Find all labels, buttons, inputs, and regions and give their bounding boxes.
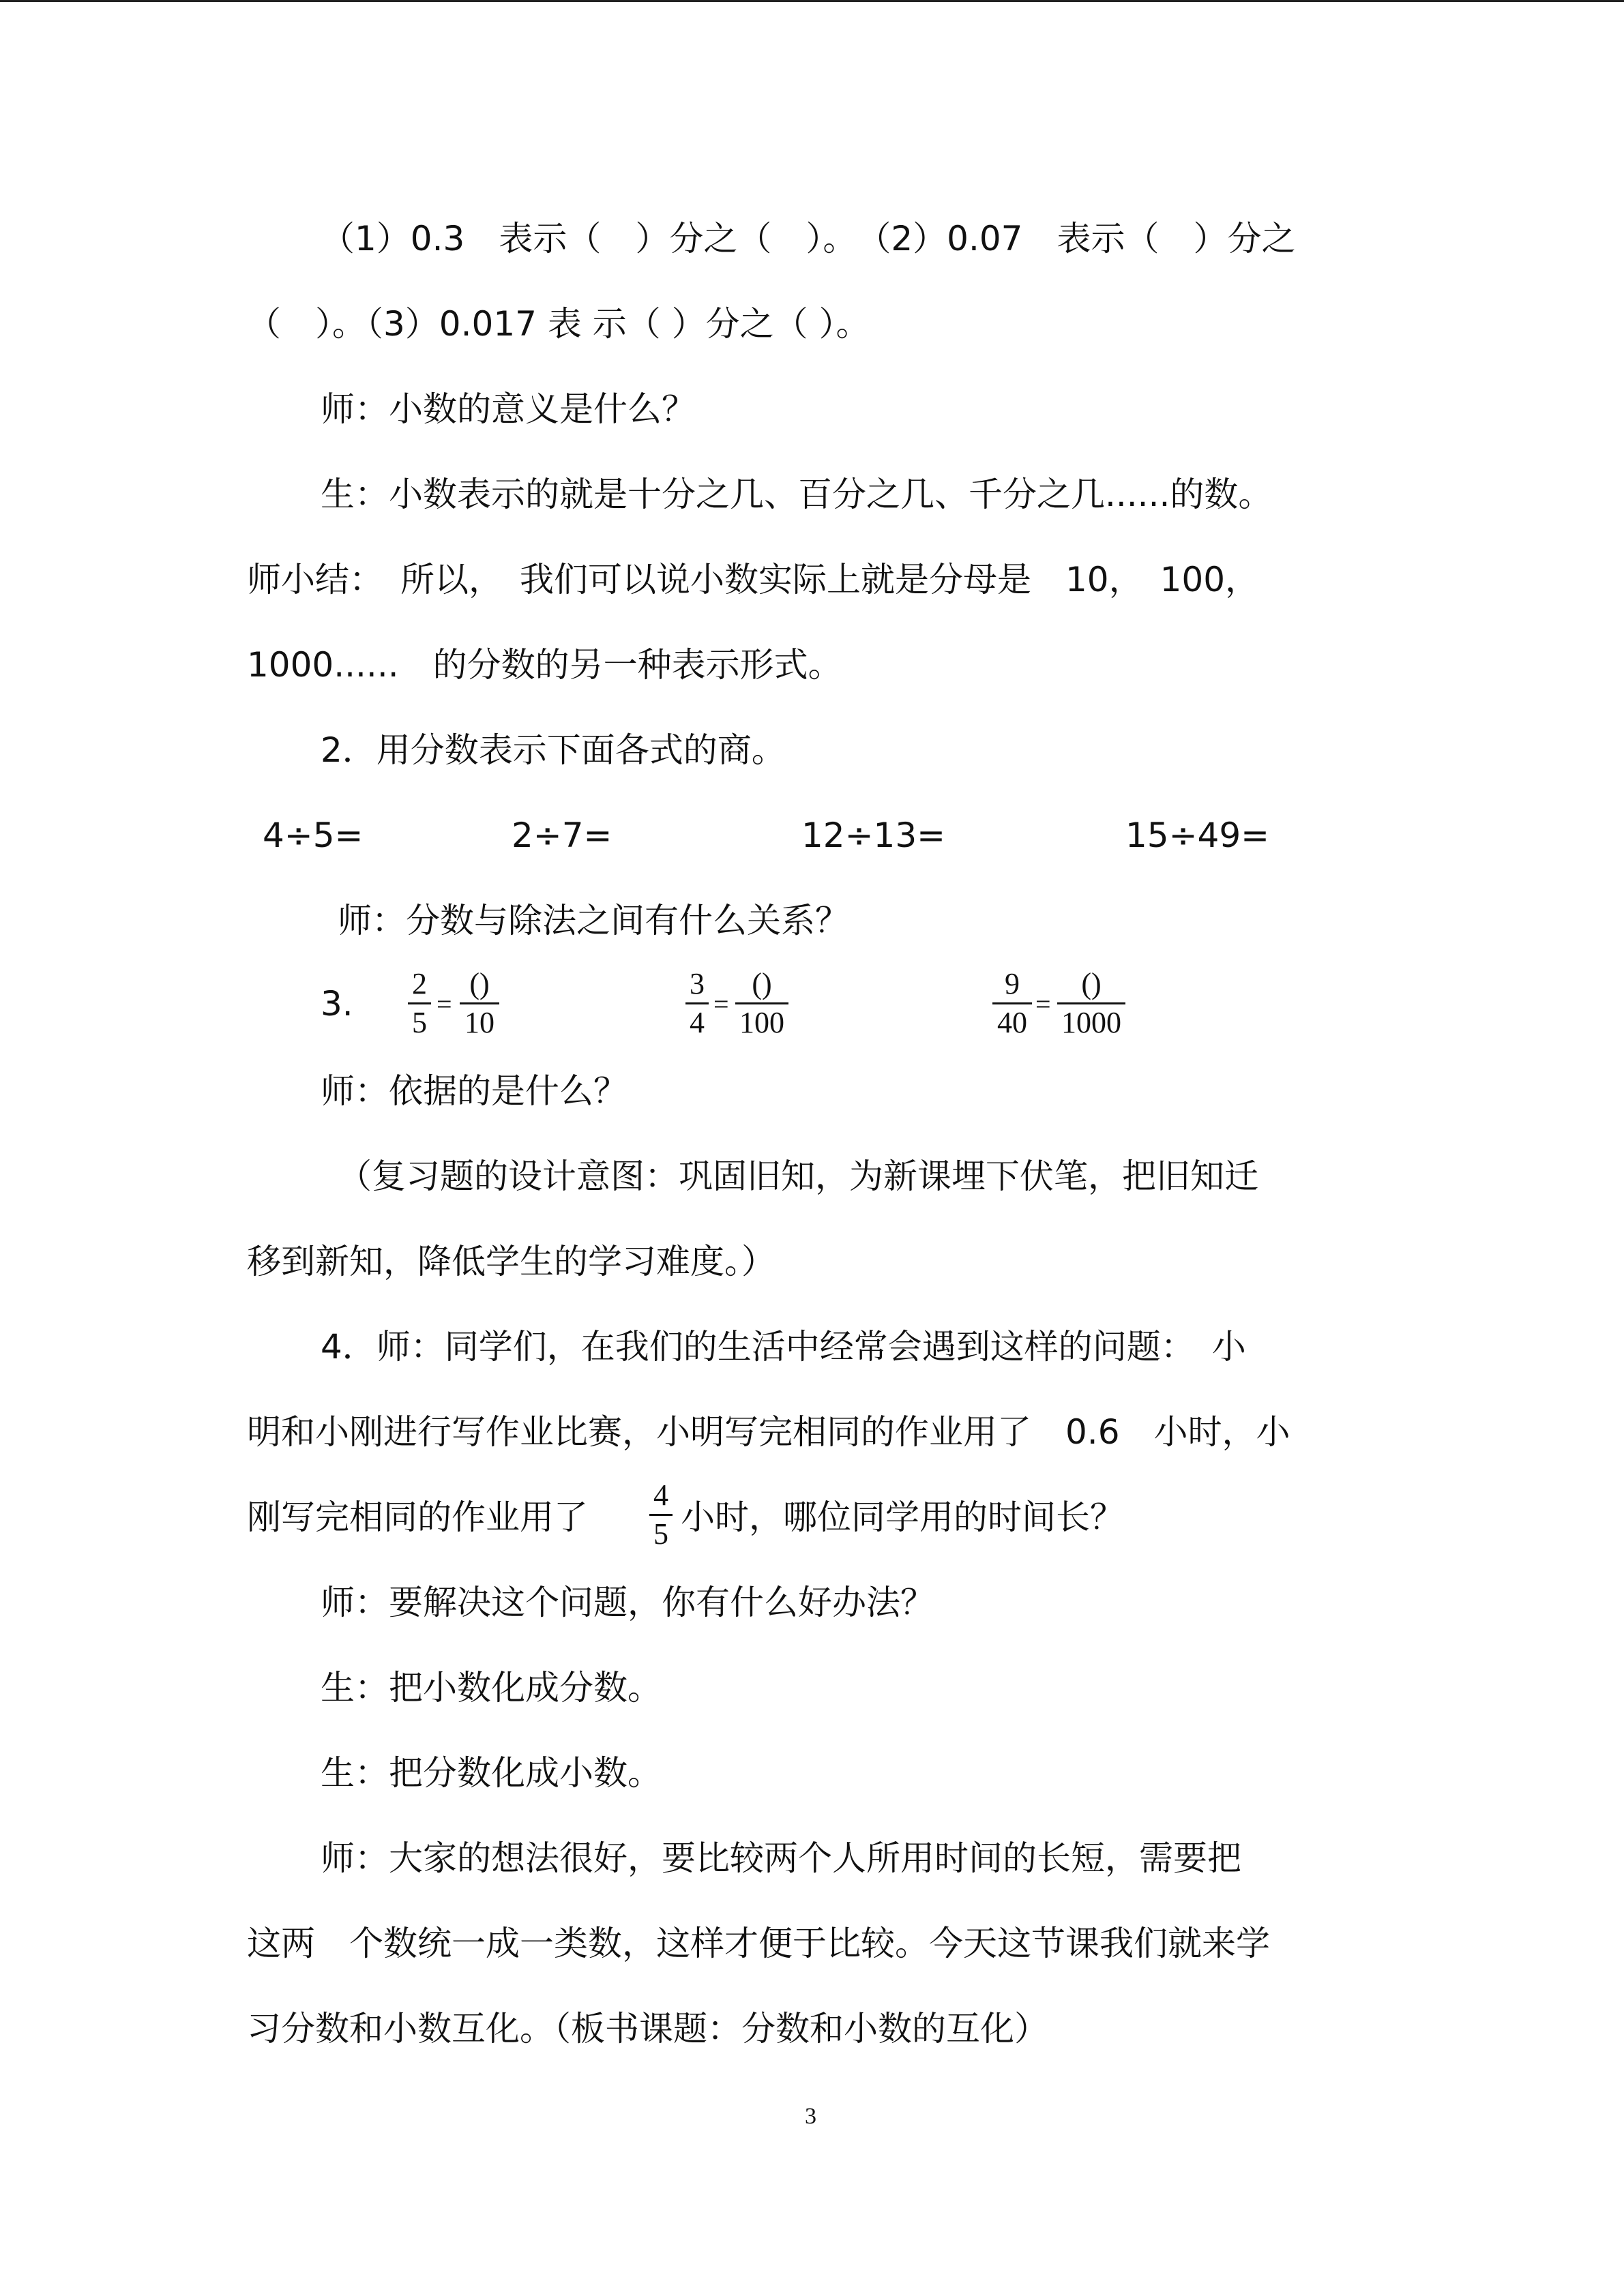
quotient-question-2: 2÷7= [512, 816, 612, 855]
fraction-9-40: 9 40 [992, 967, 1032, 1040]
fraction-blank-10: () 10 [460, 967, 499, 1040]
fraction-blank-100: () 100 [735, 967, 788, 1040]
text-line-14: 4．师：同学们，在我们的生活中经常会遇到这样的问题： 小 [321, 1327, 1246, 1367]
page-number: 3 [805, 2104, 816, 2129]
text-line-1: （1）0.3 表示（ ）分之（ ）。 （2）0.07 表示（ ）分之 [321, 219, 1296, 258]
item-3-label: 3. [321, 984, 353, 1024]
text-line-12: （复习题的设计意图：巩固旧知，为新课埋下伏笔，把旧知迁 [338, 1157, 1258, 1196]
text-line-18: 生：把小数化成分数。 [321, 1668, 662, 1708]
text-line-19: 生：把分数化成小数。 [321, 1753, 662, 1793]
page-top-border [0, 0, 1624, 2]
text-line-2: （ ）。（3）0.017 表 示（ ）分之（ ）。 [247, 304, 870, 344]
text-line-15: 明和小刚进行写作业比赛，小明写完相同的作业用了 0.6 小时，小 [247, 1412, 1290, 1452]
text-line-9: 师：分数与除法之间有什么关系？ [338, 901, 849, 940]
quotient-question-1: 4÷5= [263, 816, 364, 855]
text-line-6: 1000...... 的分数的另一种表示形式。 [247, 645, 842, 685]
quotient-question-4: 15÷49= [1125, 816, 1270, 855]
fraction-blank-1000: () 1000 [1057, 967, 1125, 1040]
text-line-16-end: 小时，哪位同学用的时间长？ [681, 1497, 1124, 1537]
text-line-3: 师：小数的意义是什么？ [321, 389, 696, 429]
text-line-7: 2．用分数表示下面各式的商。 [321, 730, 786, 770]
text-line-16-start: 刚写完相同的作业用了 [247, 1497, 588, 1537]
quotient-question-3: 12÷13= [801, 816, 946, 855]
text-line-21: 这两 个数统一成一类数，这样才便于比较。今天这节课我们就来学 [247, 1924, 1270, 1963]
text-line-20: 师：大家的想法很好，要比较两个人所用时间的长短，需要把 [321, 1838, 1241, 1878]
text-line-17: 师：要解决这个问题，你有什么好办法？ [321, 1583, 934, 1622]
text-line-13: 移到新知，降低学生的学习难度。） [247, 1242, 776, 1281]
text-line-5: 师小结： 所以， 我们可以说小数实际上就是分母是 10， 100， [247, 560, 1260, 599]
text-line-4: 生：小数表示的就是十分之几、百分之几、千分之几......的数。 [321, 475, 1273, 514]
equals-sign: = [437, 989, 452, 1019]
text-line-22: 习分数和小数互化。（板书课题：分数和小数的互化） [247, 2009, 1048, 2048]
equals-sign: = [1035, 989, 1051, 1019]
fraction-2-5: 2 5 [408, 967, 431, 1040]
fraction-3-4: 3 4 [685, 967, 709, 1040]
text-line-11: 师：依据的是什么？ [321, 1071, 628, 1111]
equals-sign: = [713, 989, 729, 1019]
fraction-4-5: 4 5 [649, 1478, 673, 1551]
